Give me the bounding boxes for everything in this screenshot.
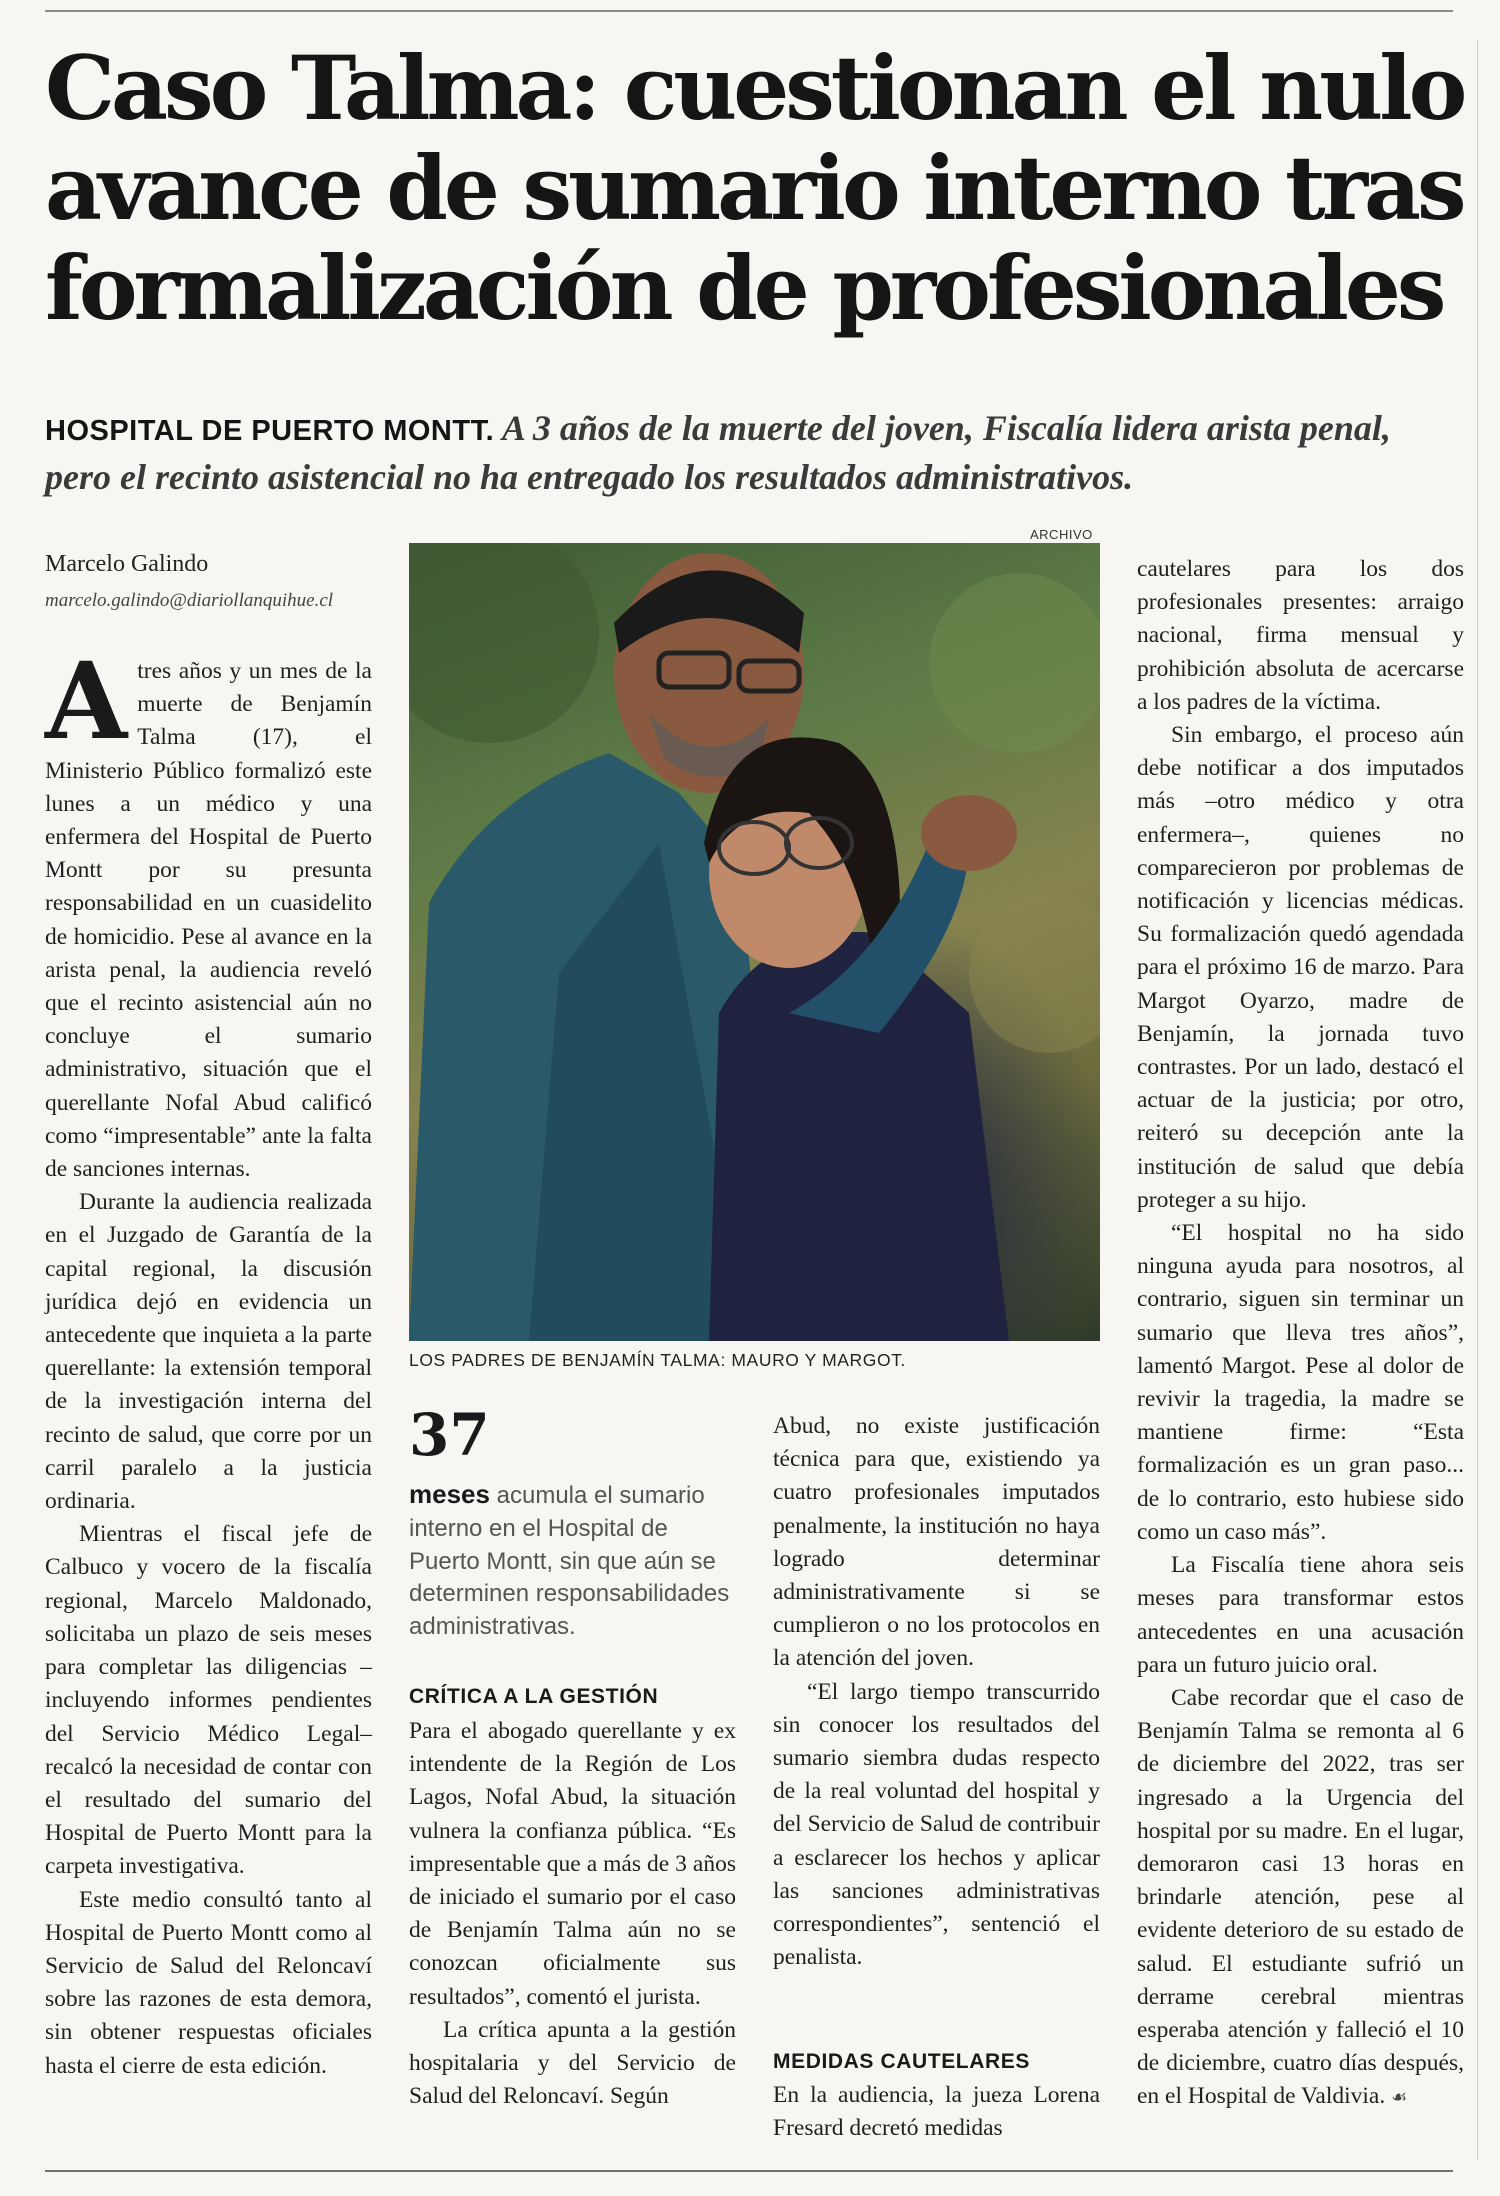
photo-credit: ARCHIVO <box>1030 527 1093 542</box>
article-column-1 <box>45 638 372 2083</box>
byline-email: marcelo.galindo@diariollanquihue.cl <box>45 590 334 611</box>
article-photo <box>409 543 1100 1341</box>
photo-caption: LOS PADRES DE BENJAMÍN TALMA: MAURO Y MARGOT. <box>409 1350 907 1370</box>
stat-description: acumula el sumario interno en el Hospital de Puerto Montt, sin que aún se determinen responsabilidades administrativas. <box>409 1482 730 1641</box>
headline-line-1: Caso Talma: cuestionan el nulo <box>45 36 1464 140</box>
top-rule <box>45 10 1453 12</box>
paragraph: Abud, no existe justificación técnica para que, existiendo ya cuatro profesionales imputados penalmente, la institución no haya logrado determinar administrativamente si se cumplieron o no los protocolos en la atención del joven. <box>773 1413 1100 1672</box>
subhead-medidas: MEDIDAS CAUTELARES <box>773 2050 1030 2073</box>
end-mark-icon: ☙ <box>1391 2087 1408 2108</box>
headline <box>45 38 1465 338</box>
photo-illustration <box>409 543 1100 1341</box>
stat-text <box>409 1478 736 1644</box>
paragraph: cautelares para los dos profesionales presentes: arraigo nacional, firma mensual y prohibición absoluta de acercarse a los padres de la víctima. <box>1137 556 1464 715</box>
stat-lead: meses <box>409 1479 490 1509</box>
stat-number: 37 <box>409 1401 490 1469</box>
deck-kicker: HOSPITAL DE PUERTO MONTT. <box>45 415 495 447</box>
byline-author: Marcelo Galindo <box>45 551 209 577</box>
paragraph: En la audiencia, la jueza Lorena Fresard decretó medidas <box>773 2082 1100 2142</box>
bottom-rule <box>45 2170 1453 2172</box>
paragraph: Mientras el fiscal jefe de Calbuco y vocero de la fiscalía regional, Marcelo Maldonado, solicitaba un plazo de seis meses para completar las diligencias –incluyendo informes pendientes del Servicio Médico Legal– recalcó la necesidad de contar con el resultado del sumario del Hospital de Puerto Montt para la carpeta investigativa. <box>45 1521 372 1880</box>
drop-cap: A <box>45 638 128 763</box>
paragraph-text: tres años y un mes de la muerte de Benjamín Talma (17), el Ministerio Público formalizó este lunes a un médico y una enfermera del Hospital de Puerto Montt por su presunta responsabilidad en un cuasidelito de homicidio. Pese al avance en la arista penal, la audiencia reveló que el recinto asistencial aún no concluye el sumario administrativo, situación que el querellante Nofal Abud calificó como “impresentable” ante la falta de sanciones internas. <box>45 658 372 1183</box>
article-column-2 <box>409 1715 736 2113</box>
headline-line-3: formalización de profesionales <box>45 236 1443 340</box>
headline-line-2: avance de sumario interno tras <box>45 136 1463 240</box>
paragraph: La crítica apunta a la gestión hospitalaria y del Servicio de Salud del Reloncaví. Según <box>409 2016 736 2110</box>
paragraph <box>45 638 372 1186</box>
subhead-critica: CRÍTICA A LA GESTIÓN <box>409 1685 659 1708</box>
paragraph: “El hospital no ha sido ninguna ayuda para nosotros, al contrario, siguen sin terminar un sumario que lleva tres años”, lamentó Margot. Pese al dolor de revivir la tragedia, la madre se mantiene firme: “Esta formalización es un gran paso... de lo contrario, esto hubiese sido como un caso más”. <box>1137 1220 1464 1545</box>
paragraph-text: Cabe recordar que el caso de Benjamín Talma se remonta al 6 de diciembre del 2022, tras ser ingresado a la Urgencia del hospital por su madre. En el lugar, demoraron casi 13 horas en brindarle atención, pese al evidente deterioro de su estado de salud. El estudiante sufrió un derrame cerebral mientras esperaba atención y falleció el 10 de diciembre, cuatro días después, en el Hospital de Valdivia. <box>1137 1684 1464 2110</box>
column-rule <box>1477 40 1478 2160</box>
paragraph <box>1137 1682 1464 2115</box>
paragraph: La Fiscalía tiene ahora seis meses para transformar estos antecedentes en una acusación para un futuro juicio oral. <box>1137 1552 1464 1678</box>
article-column-3-continued <box>773 2079 1100 2145</box>
deck <box>45 405 1465 500</box>
paragraph: Para el abogado querellante y ex intendente de la Región de Los Lagos, Nofal Abud, la situación vulnera la confianza pública. “Es impresentable que a más de 3 años de iniciado el sumario por el caso de Benjamín Talma aún no se conozcan oficialmente sus resultados”, comentó el jurista. <box>409 1718 736 2010</box>
paragraph: Este medio consultó tanto al Hospital de Puerto Montt como al Servicio de Salud del Reloncaví sobre las razones de esta demora, sin obtener respuestas oficiales hasta el cierre de esta edición. <box>45 1886 372 2079</box>
deck-text: A 3 años de la muerte del joven, Fiscalía lidera arista penal, pero el recinto asistencial no ha entregado los resultados administrativos. <box>45 408 1391 497</box>
article-column-4 <box>1137 553 1464 2115</box>
paragraph: “El largo tiempo transcurrido sin conocer los resultados del sumario siembra dudas respecto de la real voluntad del hospital y del Servicio de Salud de contribuir a esclarecer los hechos y aplicar las sanciones administrativas correspondientes”, sentenció el penalista. <box>773 1678 1100 1971</box>
paragraph: Durante la audiencia realizada en el Juzgado de Garantía de la capital regional, la discusión jurídica dejó en evidencia un antecedente que inquieta a la parte querellante: la extensión temporal de la investigación interna del recinto de salud, que corre por un carril paralelo a la justicia ordinaria. <box>45 1189 372 1515</box>
article-column-3 <box>773 1410 1100 1974</box>
paragraph: Sin embargo, el proceso aún debe notificar a dos imputados más –otro médico y otra enfermera–, quienes no comparecieron por problemas de notificación y licencias médicas. Su formalización quedó agendada para el próximo 16 de marzo. Para Margot Oyarzo, madre de Benjamín, la jornada tuvo contrastes. Por un lado, destacó el actuar de la justicia; por otro, reiteró su decepción ante la institución de salud que debía proteger a su hijo. <box>1137 722 1464 1213</box>
